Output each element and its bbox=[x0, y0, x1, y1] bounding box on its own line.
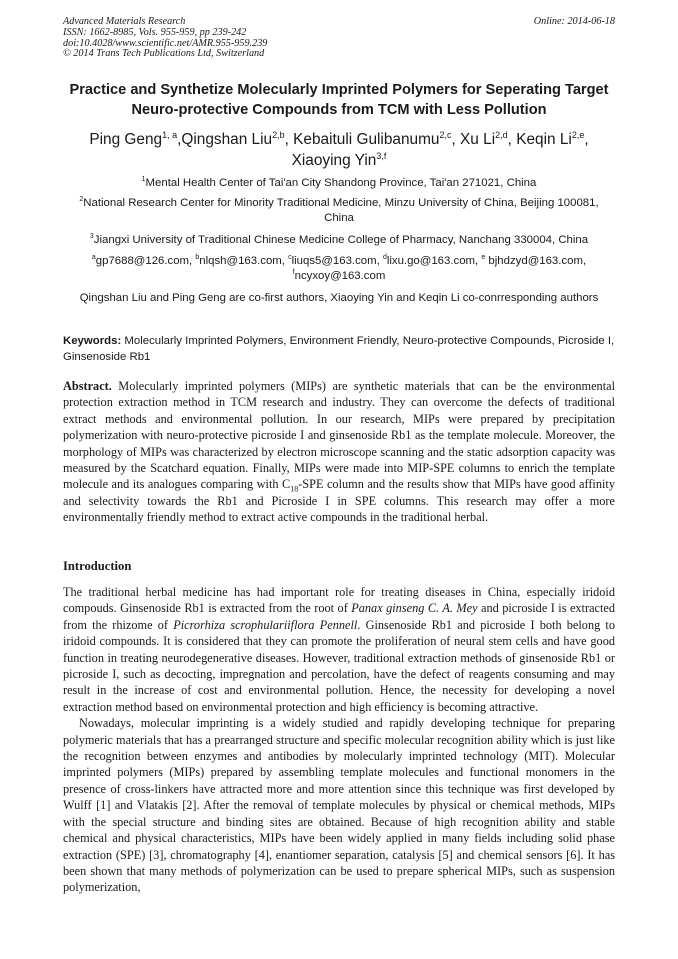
abstract-label: Abstract. bbox=[63, 379, 112, 393]
email-list: $^a$gp7688@126.com, $^b$nlqsh@163.com, $^c$liuqs5@163.com, $^d$lixu.go@163.com, $^e$ bjhdzyd@163.com, $^f$ncyxoy@163.com bbox=[91, 254, 587, 282]
online-date bbox=[534, 17, 615, 28]
section-heading-introduction: Introduction bbox=[63, 559, 132, 573]
paragraph: The traditional herbal medicine has had important role for treating diseases in China, especially iridoid compouds. Ginsenoside Rb1 is extracted from the root of Panax ginseng C. A. Mey and picroside I is extracted from the rhizome of Picrorhiza scrophulariiflora Pennell. Ginsenoside Rb1 and picroside I both belong to iridoid compounds. It is considered that they can promote the proliferation of neural stem cells and have good function in treating neurodegenerative diseases. However, traditional extraction methods of ginsenoside Rb1 or picroside I, such as decocting, impregnation and percolation, have the defect of reagents consuming and may result in the increase of cost and environmental pollution. Hence, the necessity for developing a novel extraction method based on environmental protection and high efficiency is becoming attractive. bbox=[63, 585, 616, 714]
issn-line: ISSN: 1662-8985, Vols. 955-959, pp 239-242 bbox=[63, 26, 247, 38]
author: Xiaoying Yin$^{3,f}$ bbox=[291, 150, 387, 169]
journal-header bbox=[63, 17, 267, 60]
affiliation-1: $^1$Mental Health Center of Tai'an City Shandong Province, Tai'an 271021, China bbox=[141, 176, 537, 189]
author: Ping Geng$^{1, a}$, bbox=[89, 129, 182, 148]
paragraph: Nowadays, molecular imprinting is a widely studied and rapidly developing technique for preparing polymeric materials that has a prearranged structure and specific molecular recognition ability which is just like the recognition between enzymes and antibodies by molecularly imprinted technology (MIT). Molecular imprinted polymers (MIPs) prepared by assembling template molecules and functional monomers in the presence of cross-linkers have attracted more and more attention since this technique was first developed by Wulff [1] and Vlatakis [2]. After the removal of template molecules by physical or chemical methods, MIPs with the special structure and binding sites are obtained. Because of high recognition ability and stable chemical and physical characteristics, MIPs have been widely applied in many fields including solid phase extraction (SPE) [3], chromatography [4], enantiomer separation, catalysis [5] and chemical sensors [6]. It has been shown that many methods of polymerization can be used to prepare spherical MIPs, such as suspension polymerization, bbox=[63, 716, 615, 895]
keywords-label: Keywords: bbox=[63, 335, 122, 347]
journal-name: Advanced Materials Research bbox=[63, 16, 186, 27]
online-date-text: Online: 2014-06-18 bbox=[533, 16, 615, 27]
author: Qingshan Liu$^{2,b}$, bbox=[181, 129, 294, 148]
affiliation-2: $^2$National Research Center for Minority Traditional Medicine, Minzu University of China, Beijing 100081, China bbox=[79, 196, 599, 224]
doi-line: doi:10.4028/www.scientific.net/AMR.955-959.239 bbox=[63, 37, 268, 49]
keywords-text: Molecularly Imprinted Polymers, Environment Friendly, Neuro-protective Compounds, Picroside I, Ginsenoside Rb1 bbox=[63, 335, 615, 363]
abstract: Abstract. Molecularly imprinted polymers (MIPs) are synthetic materials that can be the environmental protection extraction method in TCM research and industry. They can overcome the defects of traditional extract methods and environmental pollution. In our research, MIPs were prepared by precipitation polymerization with neuro-protective picroside I and ginsenoside Rb1 as the template molecule. Moreover, the morphology of MIPs was characterized by electron microscope scanning and the static adsorption capacity was measured by the Scatchard equation. Finally, MIPs were made into MIP-SPE columns to enrich the template molecule and its analogues comparing with $C_{18}$-SPE column and the results show that MIPs have good affinity and selectivity towards the Rb1 and Picroside I in SPE columns. This research may offer a more environmentally friendly method to extract active compounds in the traditional herbal. bbox=[63, 379, 615, 525]
author: Kebaituli Gulibanumu$^{2,c}$, bbox=[293, 129, 461, 148]
affiliation-3: $^3$Jiangxi University of Traditional Chinese Medicine College of Pharmacy, Nanchang 330004, China bbox=[89, 233, 589, 246]
author-list bbox=[63, 129, 615, 171]
author: Keqin Li$^{2,e}$, bbox=[516, 129, 589, 148]
keywords bbox=[63, 333, 615, 365]
copyright-line: © 2014 Trans Tech Publications Ltd, Switzerland bbox=[63, 48, 265, 60]
co-author-note: Qingshan Liu and Ping Geng are co-first authors, Xiaoying Yin and Keqin Li co-conrresponding authors bbox=[79, 292, 599, 304]
author: Xu Li$^{2,d}$, bbox=[460, 129, 517, 148]
paper-title: Practice and Synthetize Molecularly Imprinted Polymers for Seperating Target Neuro-protective Compounds from TCM with Less Pollution bbox=[69, 82, 609, 118]
introduction-body bbox=[63, 584, 615, 896]
